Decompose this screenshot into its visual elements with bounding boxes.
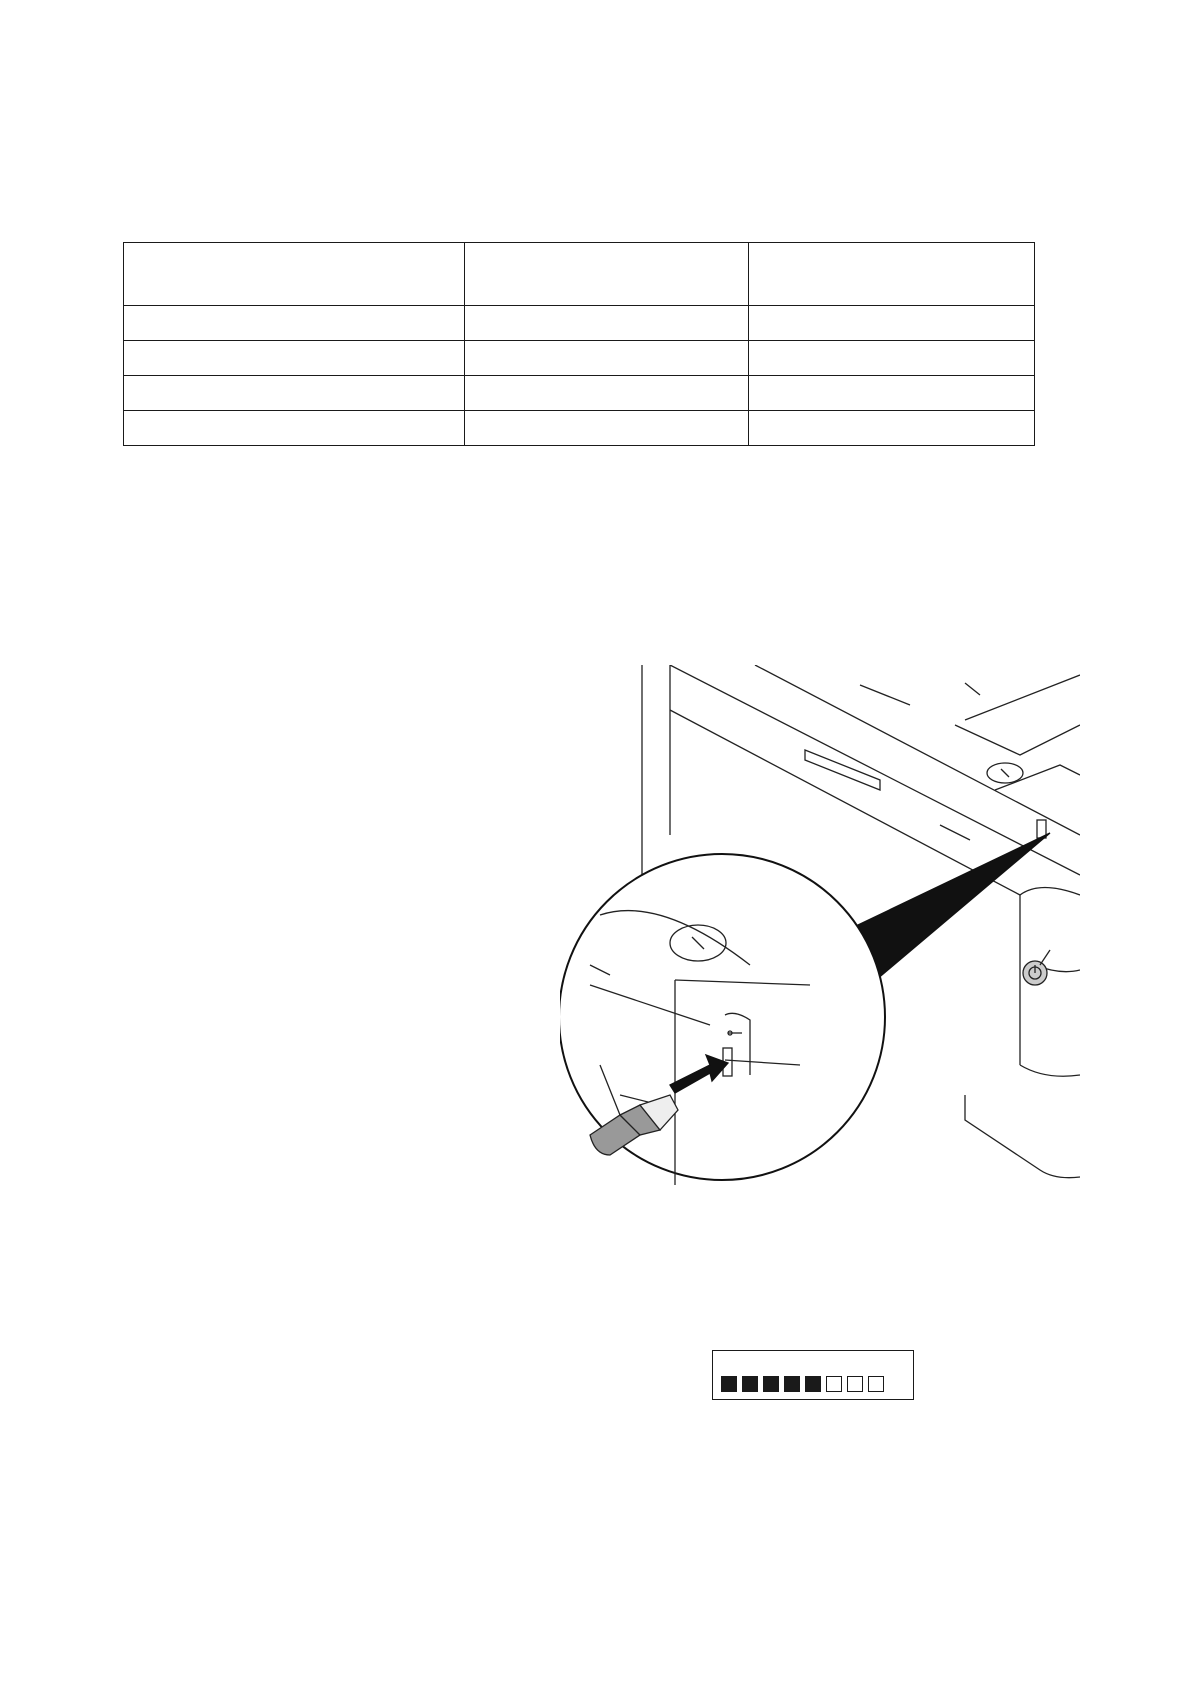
table-cell <box>124 306 465 341</box>
table-cell <box>124 411 465 446</box>
table-row <box>124 376 1035 411</box>
table-row <box>124 411 1035 446</box>
table-header-cell <box>124 243 465 306</box>
printer-usb-illustration <box>560 665 1080 1185</box>
progress-cell-empty <box>826 1376 842 1392</box>
table-cell <box>124 341 465 376</box>
power-button-icon <box>987 763 1023 783</box>
table-header-row <box>124 243 1035 306</box>
progress-cell-empty <box>868 1376 884 1392</box>
progress-cell-filled <box>784 1376 800 1392</box>
table-row <box>124 341 1035 376</box>
table-cell <box>465 306 749 341</box>
progress-cell-empty <box>847 1376 863 1392</box>
table-row <box>124 306 1035 341</box>
progress-cell-filled <box>742 1376 758 1392</box>
table-cell <box>124 376 465 411</box>
table-cell <box>749 306 1035 341</box>
progress-cells <box>721 1376 884 1392</box>
spec-table <box>123 242 1035 446</box>
table-cell <box>465 341 749 376</box>
table-cell <box>749 411 1035 446</box>
table-header-cell <box>749 243 1035 306</box>
progress-cell-filled <box>805 1376 821 1392</box>
table-header-cell <box>465 243 749 306</box>
progress-indicator <box>712 1350 914 1400</box>
table-cell <box>749 376 1035 411</box>
power-button-icon <box>1023 950 1050 985</box>
magnified-view <box>560 854 885 1185</box>
table-cell <box>749 341 1035 376</box>
progress-cell-filled <box>763 1376 779 1392</box>
table-cell <box>465 411 749 446</box>
table-cell <box>465 376 749 411</box>
progress-cell-filled <box>721 1376 737 1392</box>
